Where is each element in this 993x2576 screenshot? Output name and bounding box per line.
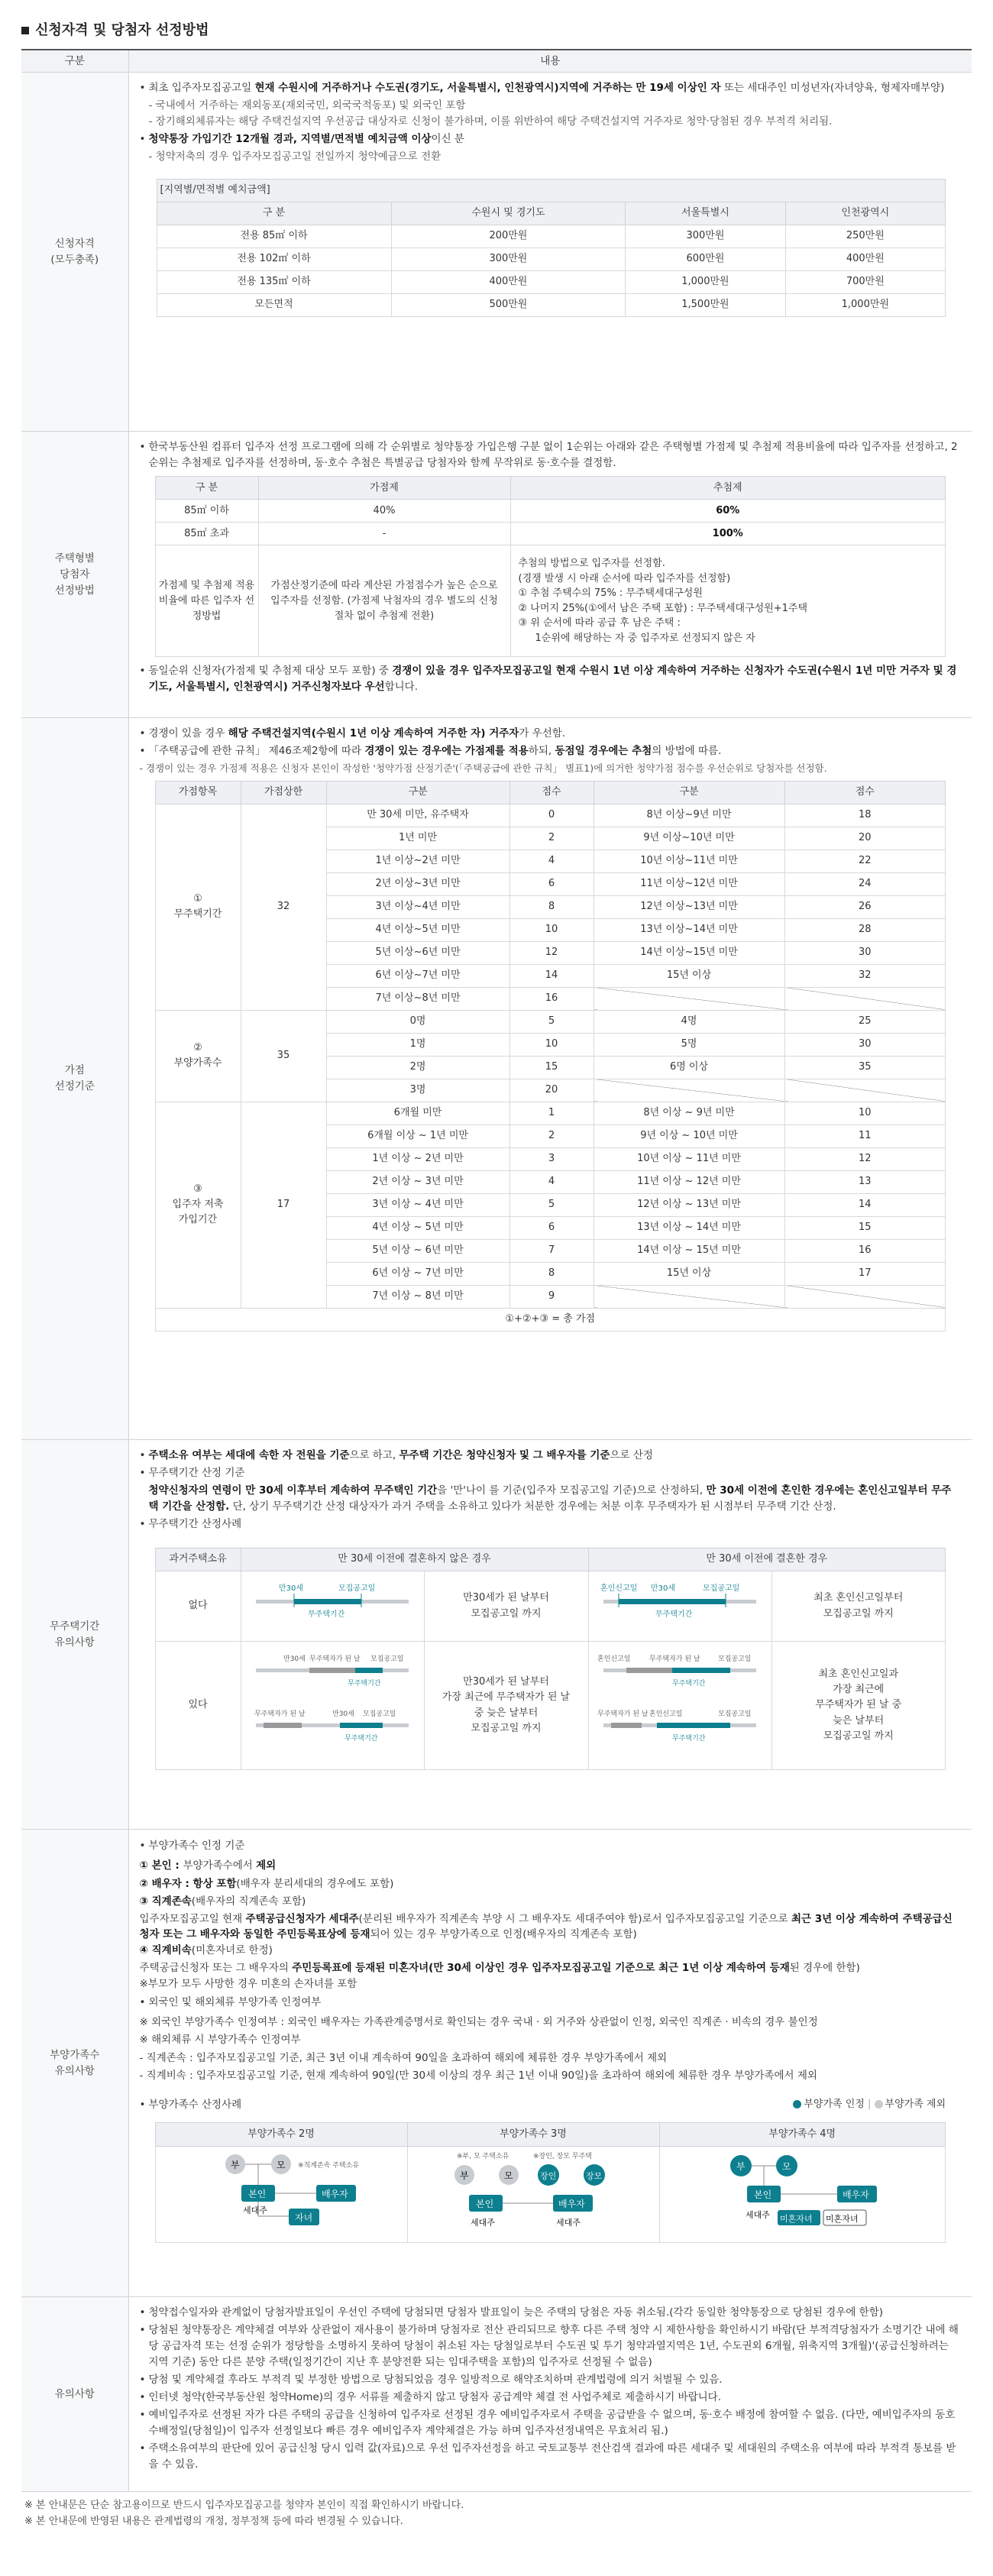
table-cell: 2년 이상~3년 미만 bbox=[326, 872, 509, 895]
table-cell: 14년 이상~15년 미만 bbox=[594, 941, 784, 964]
timeline-label: 무주택기간 bbox=[308, 1610, 345, 1619]
table-cell bbox=[594, 987, 784, 1010]
table-cell: 6 bbox=[509, 1216, 594, 1239]
table-cell: 6년 이상~7년 미만 bbox=[326, 964, 509, 987]
timeline-label: 무주택기간 bbox=[655, 1610, 693, 1619]
family-node: 미혼자녀 bbox=[826, 2214, 859, 2225]
nohouse-bullet: • 무주택기간 산정 기준 bbox=[140, 1465, 962, 1481]
dependents-bullet: • 부양가족수 인정 기준 bbox=[140, 1837, 962, 1856]
dependents-text: ※부모가 모두 사망한 경우 미혼의 손자녀를 포함 bbox=[139, 1978, 357, 1991]
family-node: 모 bbox=[277, 2160, 286, 2171]
table-cell: 10년 이상 ~ 11년 미만 bbox=[594, 1147, 784, 1170]
table-cell: 5 bbox=[509, 1010, 594, 1033]
col-header: 서울특별시 bbox=[626, 202, 785, 225]
table-cell: 11년 이상~12년 미만 bbox=[594, 872, 784, 895]
table-cell bbox=[784, 987, 946, 1010]
eligibility-bullet: • 최초 입주자모집공고일 현재 수원시에 거주하거나 수도권(경기도, 서울특별시, 인천광역시)지역에 거주하는 만 19세 이상인 자 또는 세대주인 미성년자(자녀양육, 형제자매부양) bbox=[140, 80, 962, 96]
table-cell bbox=[594, 1079, 784, 1102]
family-diagram-2 bbox=[155, 2147, 407, 2243]
family-node: 모 bbox=[782, 2161, 791, 2173]
col-header: 구 분 bbox=[157, 202, 391, 225]
dependents-content bbox=[128, 1830, 972, 2297]
timeline-label: 무주택자가 된 날 bbox=[309, 1655, 361, 1663]
table-cell: 10년 이상~11년 미만 bbox=[594, 849, 784, 872]
point-criteria-content bbox=[128, 718, 972, 1440]
timeline-label: 만30세 bbox=[283, 1655, 306, 1663]
family-node: 자녀 bbox=[295, 2212, 313, 2224]
table-cell: 18 bbox=[784, 804, 946, 827]
col-header: 인천광역시 bbox=[785, 202, 945, 225]
dependents-text: ※ 해외체류 시 부양가족수 인정여부 bbox=[139, 2034, 301, 2047]
table-cell: 4년 이상~5년 미만 bbox=[326, 918, 509, 941]
table-cell: 5 bbox=[509, 1193, 594, 1216]
table-cell: 10 bbox=[784, 1102, 946, 1125]
family-node: 모 bbox=[504, 2170, 513, 2182]
cat-eligibility: 신청자격 (모두충족) bbox=[21, 73, 128, 432]
family-node: 부 bbox=[231, 2160, 240, 2171]
table-cell: 0 bbox=[509, 804, 594, 827]
table-row bbox=[155, 1010, 946, 1033]
table-row bbox=[155, 804, 946, 827]
criteria-bullet: • 「주택공급에 관한 규칙」 제46조제2항에 따라 경쟁이 있는 경우에는 가점제를 적용하되, 동점일 경우에는 추첨의 방법에 따름. bbox=[140, 743, 962, 759]
table-cell: 13 bbox=[784, 1170, 946, 1193]
family-diagram-4 bbox=[659, 2147, 946, 2243]
nohouse-bullet: • 주택소유 여부는 세대에 속한 자 전원을 기준으로 하고, 무주택 기간은 청약신청자 및 그 배우자를 기준으로 산정 bbox=[140, 1448, 962, 1464]
section-title: 신청자격 및 당첨자 선정방법 bbox=[21, 20, 972, 41]
timeline-diagram bbox=[588, 1571, 771, 1642]
dependents-text: ① 본인 : 부양가족수에서 제외 bbox=[139, 1859, 277, 1872]
table-cell: 6 bbox=[509, 872, 594, 895]
timeline-label: 모집공고일 bbox=[718, 1655, 752, 1663]
title-square-icon bbox=[21, 27, 29, 34]
family-node: 세대주 bbox=[243, 2205, 267, 2216]
timeline-label: 만30세 bbox=[332, 1710, 354, 1718]
total-points: ①+②+③ = 총 가점 bbox=[155, 1308, 946, 1331]
precaution-item: • 주택소유여부의 판단에 있어 공급신청 당시 입력 값(자료)으로 우선 입주자선정을 하고 국토교통부 전산검색 결과에 따른 세대주 및 세대원의 주택소유 여부에 따라 부적격 통보를 받을 수 있음. bbox=[140, 2441, 962, 2473]
timeline-label: 무주택기간 bbox=[348, 1679, 381, 1688]
cat-winner-selection: 주택형별 당첨자 선정방법 bbox=[21, 432, 128, 718]
table-cell: 14 bbox=[509, 964, 594, 987]
cat-nohouse-notes: 무주택기간 유의사항 bbox=[21, 1440, 128, 1830]
deposit-table bbox=[157, 179, 946, 317]
table-cell: 1년 이상~2년 미만 bbox=[326, 849, 509, 872]
timeline-label: 만30세 bbox=[651, 1584, 676, 1593]
table-cell: 15 bbox=[509, 1056, 594, 1079]
table-cell: 5명 bbox=[594, 1033, 784, 1056]
table-cell: 7 bbox=[509, 1239, 594, 1262]
table-cell: 7년 이상~8년 미만 bbox=[326, 987, 509, 1010]
footer-notes bbox=[21, 2492, 972, 2529]
table-row: 85㎡ 이하 40% 60% bbox=[155, 500, 946, 523]
precautions-content bbox=[128, 2297, 972, 2492]
family-node: 세대주 bbox=[746, 2210, 771, 2221]
table-cell: 6개월 이상 ~ 1년 미만 bbox=[326, 1125, 509, 1147]
family-node: 부 bbox=[736, 2161, 746, 2173]
timeline-label: 무주택자가 된 날 bbox=[597, 1710, 649, 1718]
family-node: 미혼자녀 bbox=[780, 2214, 813, 2225]
timeline-label: 무주택기간 bbox=[672, 1734, 706, 1743]
table-cell: 30 bbox=[784, 1033, 946, 1056]
dependents-text: ④ 직계비속(미혼자녀로 한정) bbox=[139, 1944, 273, 1957]
table-cell: 6개월 미만 bbox=[326, 1102, 509, 1125]
timeline-label: 모집공고일 bbox=[338, 1584, 376, 1593]
dependents-bullet: • 외국인 및 해외체류 부양가족 인정여부 bbox=[140, 1994, 962, 2012]
cat-dependents-notes: 부양가족수 유의사항 bbox=[21, 1830, 128, 2297]
excluded-dot-icon bbox=[875, 2100, 883, 2108]
table-cell: 15 bbox=[784, 1216, 946, 1239]
cat-point-criteria: 가점 선정기준 bbox=[21, 718, 128, 1440]
table-cell: 35 bbox=[784, 1056, 946, 1079]
table-cell: 13년 이상~14년 미만 bbox=[594, 918, 784, 941]
eligibility-note: - 국내에서 거주하는 재외동포(재외국민, 외국국적동포) 및 외국인 포함 bbox=[148, 99, 466, 112]
table-cell: 5년 이상~6년 미만 bbox=[326, 941, 509, 964]
table-cell: 1년 이상 ~ 2년 미만 bbox=[326, 1147, 509, 1170]
table-cell: 2 bbox=[509, 827, 594, 849]
eligibility-bullet: • 청약통장 가입기간 12개월 경과, 지역별/면적별 예치금액 이상이신 분 bbox=[140, 131, 962, 147]
point-item-max: 32 bbox=[241, 804, 326, 1010]
table-cell: 22 bbox=[784, 849, 946, 872]
table-cell: 10 bbox=[509, 918, 594, 941]
table-cell: 17 bbox=[784, 1262, 946, 1285]
family-diagram-3 bbox=[407, 2147, 659, 2243]
cat-precautions: 유의사항 bbox=[21, 2297, 128, 2492]
table-cell: 8년 이상 ~ 9년 미만 bbox=[594, 1102, 784, 1125]
timeline-diagram bbox=[241, 1642, 424, 1770]
eligibility-content bbox=[128, 73, 972, 432]
family-node: 장인 bbox=[540, 2171, 557, 2182]
table-cell: 12 bbox=[784, 1147, 946, 1170]
table-cell: 11년 이상 ~ 12년 미만 bbox=[594, 1170, 784, 1193]
nohouse-example-table: 과거주택소유 만 30세 이전에 결혼하지 않은 경우 만 30세 이전에 결혼한 경우 없다 만30세 모집공고일 무주택기간 만30세가 된 날부터 모집공고일 까지 혼인신고일 만30세 모집공고일 무주택기간 최초 혼인신고일부터 모집공고일 까지 있다 만30세 무주택자가 된 날 모집공고일 무주택기간 무주택자가 된 날 만30세 모집공고일 무주택기간 만30세가 된 날부터 가장 최근에 무주택자가 된 날 중 늦은 날부터 모집공고일 까지 혼인신고일 무주택자가 된 날 모집공고일 무주택기간 무주택자가 된 날 혼인신고일 모집공고일 무주택기간 최초 혼인신고일과 가장 최근에 무주택자가 된 날 중 늦은 날부터 모집공고일 까지 bbox=[155, 1548, 946, 1770]
precaution-item: • 예비입주자로 선정된 자가 다른 주택의 공급을 신청하여 입주자로 선정된 경우 예비입주자로서 주택을 공급받을 수 없으며, 동·호수 배정에 참여할 수 없음. (다만, 예비입주자의 동호수배정일(당첨일)이 입주자 선정일보다 빠른 경우 예비입주자 계약체결은 가능 하며 입주자선정내역은 무효처리 됨.) bbox=[140, 2407, 962, 2439]
family-node: 배우자 bbox=[558, 2199, 585, 2210]
table-cell: 14 bbox=[784, 1193, 946, 1216]
table-cell: 3년 이상 ~ 4년 미만 bbox=[326, 1193, 509, 1216]
table-cell: 9년 이상~10년 미만 bbox=[594, 827, 784, 849]
main-table bbox=[21, 49, 972, 2493]
dependents-example-table: 부양가족수 2명 부양가족수 3명 부양가족수 4명 부 모 ※직계존속 주택소유 본인 세대주 배우자 자녀 ※부, 모 주택소유 ※장인, 장모 무주택 부 모 장인 장모 본인 배우자 세대주 세대주 부 모 본인 배우자 세대주 미혼자녀 미혼자녀 bbox=[155, 2122, 946, 2244]
timeline-diagram bbox=[588, 1642, 771, 1770]
precaution-item: • 당첨 및 계약체결 후라도 부적격 및 부정한 방법으로 당첨되었음 경우 일방적으로 해약조치하며 관계법령에 의거 처벌될 수 있음. bbox=[140, 2372, 962, 2388]
table-cell: 28 bbox=[784, 918, 946, 941]
table-cell: 4년 이상 ~ 5년 미만 bbox=[326, 1216, 509, 1239]
timeline-label: 모집공고일 bbox=[703, 1584, 740, 1593]
header-category: 구분 bbox=[21, 50, 128, 73]
table-cell: 24 bbox=[784, 872, 946, 895]
table-cell: 2명 bbox=[326, 1056, 509, 1079]
family-node: 배우자 bbox=[843, 2189, 870, 2201]
dependents-text: ② 배우자 : 항상 포함(배우자 분리세대의 경우에도 포함) bbox=[139, 1877, 394, 1890]
dependents-bullet: • 부양가족수 산정사례 bbox=[140, 2096, 242, 2115]
table-cell: 8년 이상~9년 미만 bbox=[594, 804, 784, 827]
timeline-diagram bbox=[241, 1571, 424, 1642]
dependents-text: 입주자모집공고일 현재 주택공급신청자가 세대주(분리된 배우자가 직계존속 부양 시 그 배우자도 세대주여야 함)로서 입주자모집공고일 기준으로 최근 3년 이상 계속하여 주택공급신청자 또는 그 배우자와 동일한 주민등록표상에 등재되어 있는 경우 부양가족으로 인정(배우자의 직계존속 포함) bbox=[139, 1912, 953, 1941]
footer-note: ※ 본 안내문은 단순 참고용이므로 반드시 입주자모집공고를 청약자 본인이 직접 확인하시기 바랍니다. bbox=[24, 2500, 464, 2512]
table-row: 모든면적 500만원 1,500만원 1,000만원 bbox=[157, 294, 946, 317]
timeline-label: 혼인신고일 bbox=[600, 1584, 638, 1593]
table-cell: 16 bbox=[509, 987, 594, 1010]
point-table: 가점항목 가점상한 구분 점수 구분 점수 ① 무주택기간 32 만 30세 미만, 유주택자 0 8년 이상~9년 미만 18 1년 미만 2 9년 이상~10년 미만 20 1년 이상~2년 미만 4 10년 이상~11년 미만 22 2년 이상~3년 미만 6 11년 이상~12년 미만 24 3년 이상~4년 미만 8 12년 이상~13년 미만 26 4년 이상~5년 미만 10 13년 이상~14년 미만 28 5년 이상~6년 미만 12 14년 이상~15년 미만 30 6년 이상~7년 미만 14 15년 이상 32 7년 이상~8년 미만 16 ② 부양가족수 35 0명 5 4명 25 1명 10 5명 30 2명 15 6명 이상 35 3명 20 ③ 입주자 저축 가입기간 17 6개월 미만 1 8년 이상 ~ 9년 미만 10 6개월 이상 ~ 1년 미만 2 9년 이상 ~ 10년 미만 11 1년 이상 ~ 2년 미만 3 10년 이상 ~ 11년 미만 12 2년 이상 ~ 3년 미만 4 11년 이상 ~ 12년 미만 13 3년 이상 ~ 4년 미만 5 12년 이상 ~ 13년 미만 14 4년 이상 ~ 5년 미만 6 13년 이상 ~ 14년 미만 15 5년 이상 ~ 6년 미만 7 14년 이상 ~ 15년 미만 16 6년 이상 ~ 7년 미만 8 15년 이상 17 7년 이상 ~ 8년 미만 9 ①+②+③ = 총 가점 bbox=[155, 781, 946, 1332]
dependents-text: ※ 외국인 부양가족수 인정여부 : 외국인 배우자는 가족관계증명서로 확인되는 경우 국내 · 외 거주와 상관없이 인정, 외국인 직계존 · 비속의 경우 불인정 bbox=[139, 2015, 818, 2028]
table-cell: 4 bbox=[509, 1170, 594, 1193]
precaution-item: • 인터넷 청약(한국부동산원 청약Home)의 경우 서류를 제출하지 않고 당첨자 공급계약 체결 전 사업주체로 제출하시기 바랍니다. bbox=[140, 2390, 962, 2406]
table-row: 전용 102㎡ 이하 300만원 600만원 400만원 bbox=[157, 248, 946, 271]
table-cell: 1 bbox=[509, 1102, 594, 1125]
nohouse-bullet: • 무주택기간 산정사례 bbox=[140, 1516, 962, 1532]
ratio-table: 구 분 가점제 추첨제 85㎡ 이하 40% 60% 85㎡ 초과 - 100% 가점제 및 추첨제 적용비율에 따른 입주자 선정방법 가점산정기준에 따라 계산된 가점점수가 높은 순으로 입주자를 선정함. (가점제 낙첨자의 경우 별도의 신청절차 없이 추첨제 전환) 추첨의 방법으로 입주자를 선정함. (경쟁 발생 시 아래 순서에 따라 입주자를 선정함) ① 추첨 주택수의 75% : 무주택세대구성원 ② 나머지 25%(①에서 남은 주택 포함) : 무주택세대구성원+1주택 ③ 위 순서에 따라 공급 후 남은 주택 : 1순위에 해당하는 자 중 입주자로 선정되지 않은 자 bbox=[155, 476, 946, 657]
header-content: 내용 bbox=[128, 50, 972, 73]
table-cell: 5년 이상 ~ 6년 미만 bbox=[326, 1239, 509, 1262]
timeline-label: 무주택기간 bbox=[344, 1734, 378, 1743]
table-cell: 8 bbox=[509, 895, 594, 918]
table-cell: 7년 이상 ~ 8년 미만 bbox=[326, 1285, 509, 1308]
table-cell bbox=[594, 1285, 784, 1308]
table-cell: 10 bbox=[509, 1033, 594, 1056]
table-cell: 15년 이상 bbox=[594, 1262, 784, 1285]
family-node: 세대주 bbox=[471, 2218, 495, 2228]
dependents-text: - 직계비속 : 입주자모집공고일 기준, 현재 계속하여 90일(만 30세 이상의 경우 최근 1년 이내 90일)을 초과하여 해외에 체류한 경우 부양가족에서 제외 bbox=[139, 2070, 817, 2082]
table-cell: 3 bbox=[509, 1147, 594, 1170]
family-node: 본인 bbox=[754, 2189, 772, 2201]
table-cell: 1년 미만 bbox=[326, 827, 509, 849]
footer-note: ※ 본 안내문에 반영된 내용은 관계법령의 개정, 정부정책 등에 따라 변경될 수 있습니다. bbox=[24, 2515, 403, 2527]
table-row: 전용 85㎡ 이하 200만원 300만원 250만원 bbox=[157, 225, 946, 248]
table-cell: 20 bbox=[509, 1079, 594, 1102]
criteria-note: - 경쟁이 있는 경우 가점제 적용은 신청자 본인이 작성한 '청약가점 산정기준'(「주택공급에 관한 규칙」 별표1)에 의거한 청약가점 점수를 우선순위로 당첨자를 선정함. bbox=[139, 762, 827, 775]
table-cell: 4 bbox=[509, 849, 594, 872]
table-cell: 1명 bbox=[326, 1033, 509, 1056]
table-cell: 13년 이상 ~ 14년 미만 bbox=[594, 1216, 784, 1239]
timeline-label: 모집공고일 bbox=[718, 1710, 752, 1718]
dependents-text: - 직계존속 : 입주자모집공고일 기준, 최근 3년 이내 계속하여 90일을 초과하여 해외에 체류한 경우 부양가족에서 제외 bbox=[139, 2051, 668, 2064]
table-cell: 11 bbox=[784, 1125, 946, 1147]
table-cell: 12년 이상 ~ 13년 미만 bbox=[594, 1193, 784, 1216]
family-node: 본인 bbox=[248, 2189, 267, 2200]
point-item-name: ② 부양가족수 bbox=[155, 1010, 241, 1102]
table-cell: 12년 이상~13년 미만 bbox=[594, 895, 784, 918]
family-node: 배우자 bbox=[322, 2189, 348, 2200]
family-note: ※직계존속 주택소유 bbox=[298, 2162, 359, 2170]
table-cell: 15년 이상 bbox=[594, 964, 784, 987]
selection-bullet: • 동일순위 신청자(가점제 및 추첨제 대상 모두 포함) 중 경쟁이 있을 경우 입주자모집공고일 현재 수원시 1년 이상 계속하여 거주하는 신청자가 수도권(수원시 1년 미만 거주자 및 경기도, 서울특별시, 인천광역시) 거주신청자보다 우선합니다. bbox=[140, 663, 962, 695]
eligibility-note: - 청약저축의 경우 입주자모집공고일 전일까지 청약예금으로 전환 bbox=[148, 150, 442, 163]
table-cell: 2 bbox=[509, 1125, 594, 1147]
table-row: 가점제 및 추첨제 적용비율에 따른 입주자 선정방법 가점산정기준에 따라 계산된 가점점수가 높은 순으로 입주자를 선정함. (가점제 낙첨자의 경우 별도의 신청절차 없이 추첨제 전환) 추첨의 방법으로 입주자를 선정함. (경쟁 발생 시 아래 순서에 따라 입주자를 선정함) ① 추첨 주택수의 75% : 무주택세대구성원 ② 나머지 25%(①에서 남은 주택 포함) : 무주택세대구성원+1주택 ③ 위 순서에 따라 공급 후 남은 주택 : 1순위에 해당하는 자 중 입주자로 선정되지 않은 자 bbox=[155, 545, 946, 657]
table-row: 85㎡ 초과 - 100% bbox=[155, 523, 946, 545]
table-cell bbox=[784, 1079, 946, 1102]
criteria-bullet: • 경쟁이 있을 경우 해당 주택건설지역(수원시 1년 이상 계속하여 거주한 자) 거주자가 우선함. bbox=[140, 726, 962, 742]
precaution-item: • 청약접수일자와 관계없이 당첨자발표일이 우선인 주택에 당첨되면 당첨자 발표일이 늦은 주택의 당첨은 자동 취소됨.(각각 동일한 청약통장으로 당첨된 경우에 한함) bbox=[140, 2305, 962, 2321]
table-cell: 4명 bbox=[594, 1010, 784, 1033]
table-row: 없다 만30세 모집공고일 무주택기간 만30세가 된 날부터 모집공고일 까지 혼인신고일 만30세 모집공고일 무주택기간 최초 혼인신고일부터 모집공고일 까지 bbox=[155, 1571, 946, 1642]
table-cell: 26 bbox=[784, 895, 946, 918]
point-item-name: ③ 입주자 저축 가입기간 bbox=[155, 1102, 241, 1308]
table-cell: 32 bbox=[784, 964, 946, 987]
table-cell: 12 bbox=[509, 941, 594, 964]
family-node: 세대주 bbox=[556, 2218, 581, 2228]
timeline-label: 모집공고일 bbox=[363, 1710, 396, 1718]
timeline-label: 만30세 bbox=[279, 1584, 304, 1593]
eligibility-note: - 장기해외체류자는 해당 주택건설지역 우선공급 대상자로 신청이 불가하며, 이를 위반하여 해당 주택건설지역 거주자로 청약·당첨된 경우 부적격 처리됨. bbox=[148, 115, 833, 128]
included-dot-icon bbox=[793, 2100, 801, 2108]
table-cell: 8 bbox=[509, 1262, 594, 1285]
table-cell bbox=[784, 1285, 946, 1308]
table-cell: 3명 bbox=[326, 1079, 509, 1102]
point-item-name: ① 무주택기간 bbox=[155, 804, 241, 1010]
dependents-text: 주택공급신청자 또는 그 배우자의 주민등록표에 등재된 미혼자녀(만 30세 이상인 경우 입주자모집공고일 기준으로 최근 1년 이상 계속하여 등재된 경우에 한함) bbox=[139, 1962, 860, 1975]
timeline-label: 모집공고일 bbox=[370, 1655, 404, 1663]
dependents-text: ③ 직계존속(배우자의 직계존속 포함) bbox=[139, 1895, 306, 1908]
deposit-caption: [지역별/면적별 예치금액] bbox=[157, 180, 946, 202]
winner-selection-content bbox=[128, 432, 972, 718]
table-row: 있다 만30세 무주택자가 된 날 모집공고일 무주택기간 무주택자가 된 날 만30세 모집공고일 무주택기간 만30세가 된 날부터 가장 최근에 무주택자가 된 날 중 늦은 날부터 모집공고일 까지 혼인신고일 무주택자가 된 날 모집공고일 무주택기간 무주택자가 된 날 혼인신고일 모집공고일 무주택기간 최초 혼인신고일과 가장 최근에 무주택자가 된 날 중 늦은 날부터 모집공고일 까지 bbox=[155, 1642, 946, 1770]
table-cell: 만 30세 미만, 유주택자 bbox=[326, 804, 509, 827]
timeline-label: 무주택자가 된 날 bbox=[649, 1655, 700, 1663]
timeline-label: 무주택자가 된 날 bbox=[254, 1710, 306, 1718]
col-header: 수원시 및 경기도 bbox=[391, 202, 626, 225]
table-cell: 14년 이상 ~ 15년 미만 bbox=[594, 1239, 784, 1262]
table-cell: 20 bbox=[784, 827, 946, 849]
family-note: ※부, 모 주택소유 bbox=[457, 2153, 509, 2161]
legend: 부양가족 인정 | 부양가족 제외 bbox=[793, 2096, 946, 2116]
table-cell: 6년 이상 ~ 7년 미만 bbox=[326, 1262, 509, 1285]
family-node: 장모 bbox=[586, 2171, 603, 2182]
table-cell: 9 bbox=[509, 1285, 594, 1308]
nohouse-content bbox=[128, 1440, 972, 1830]
timeline-label: 혼인신고일 bbox=[649, 1710, 683, 1718]
table-cell: 16 bbox=[784, 1239, 946, 1262]
table-cell: 25 bbox=[784, 1010, 946, 1033]
table-cell: 6명 이상 bbox=[594, 1056, 784, 1079]
point-item-max: 35 bbox=[241, 1010, 326, 1102]
nohouse-text: 청약신청자의 연령이 만 30세 이후부터 계속하여 무주택인 기간을 '만'나이 를 기준(입주자 모집공고일 기준)으로 산정하되, 만 30세 이전에 혼인한 경우에는 혼인신고일부터 무주택 기간을 산정함. 단, 상기 무주택기간 산정 대상자가 과거 주택을 소유하고 있다가 처분한 경우에는 처분 이후 무주택자가 된 시점부터 무주택 기간 산정. bbox=[148, 1484, 952, 1513]
timeline-label: 무주택기간 bbox=[672, 1679, 706, 1688]
selection-bullet: • 한국부동산원 컴퓨터 입주자 선정 프로그램에 의해 각 순위별로 청약통장 가입은행 구분 없이 1순위는 아래와 같은 주택형별 가점제 및 추첨제 적용비율에 따라 입주자를 선정하고, 2순위는 추첨제로 입주자를 선정하며, 동·호수 추첨은 특별공급 당첨자와 함께 무작위로 동·호수를 결정함. bbox=[140, 439, 962, 471]
table-row: 전용 135㎡ 이하 400만원 1,000만원 700만원 bbox=[157, 271, 946, 294]
point-item-max: 17 bbox=[241, 1102, 326, 1308]
timeline-label: 혼인신고일 bbox=[597, 1655, 631, 1663]
table-cell: 3년 이상~4년 미만 bbox=[326, 895, 509, 918]
table-cell: 9년 이상 ~ 10년 미만 bbox=[594, 1125, 784, 1147]
table-cell: 2년 이상 ~ 3년 미만 bbox=[326, 1170, 509, 1193]
table-row bbox=[155, 1102, 946, 1125]
table-cell: 0명 bbox=[326, 1010, 509, 1033]
family-node: 본인 bbox=[476, 2199, 494, 2210]
family-node: 부 bbox=[460, 2170, 469, 2182]
table-cell: 30 bbox=[784, 941, 946, 964]
family-note: ※장인, 장모 무주택 bbox=[533, 2153, 592, 2161]
precaution-item: • 당첨된 청약통장은 계약체결 여부와 상관없이 재사용이 불가하며 당첨자로 전산 관리되므로 향후 다른 주택 청약 시 제한사항을 확인하시기 바람(단 부적격당첨자가 소명기간 내에 해당 공급자격 또는 선정 순위가 정당함을 소명하지 못하여 당첨이 취소된 자는 당첨일로부터 수도권 및 투기 청약과열지역은 1년, 수도권외 6개월, 위축지역 3개월)'(공급신청하려는 지역 기준) 동안 다른 분양 주택(일정기간이 지난 후 분양전환 되는 임대주택을 포함)의 입주자로 선정될 수 없음) bbox=[140, 2322, 962, 2371]
